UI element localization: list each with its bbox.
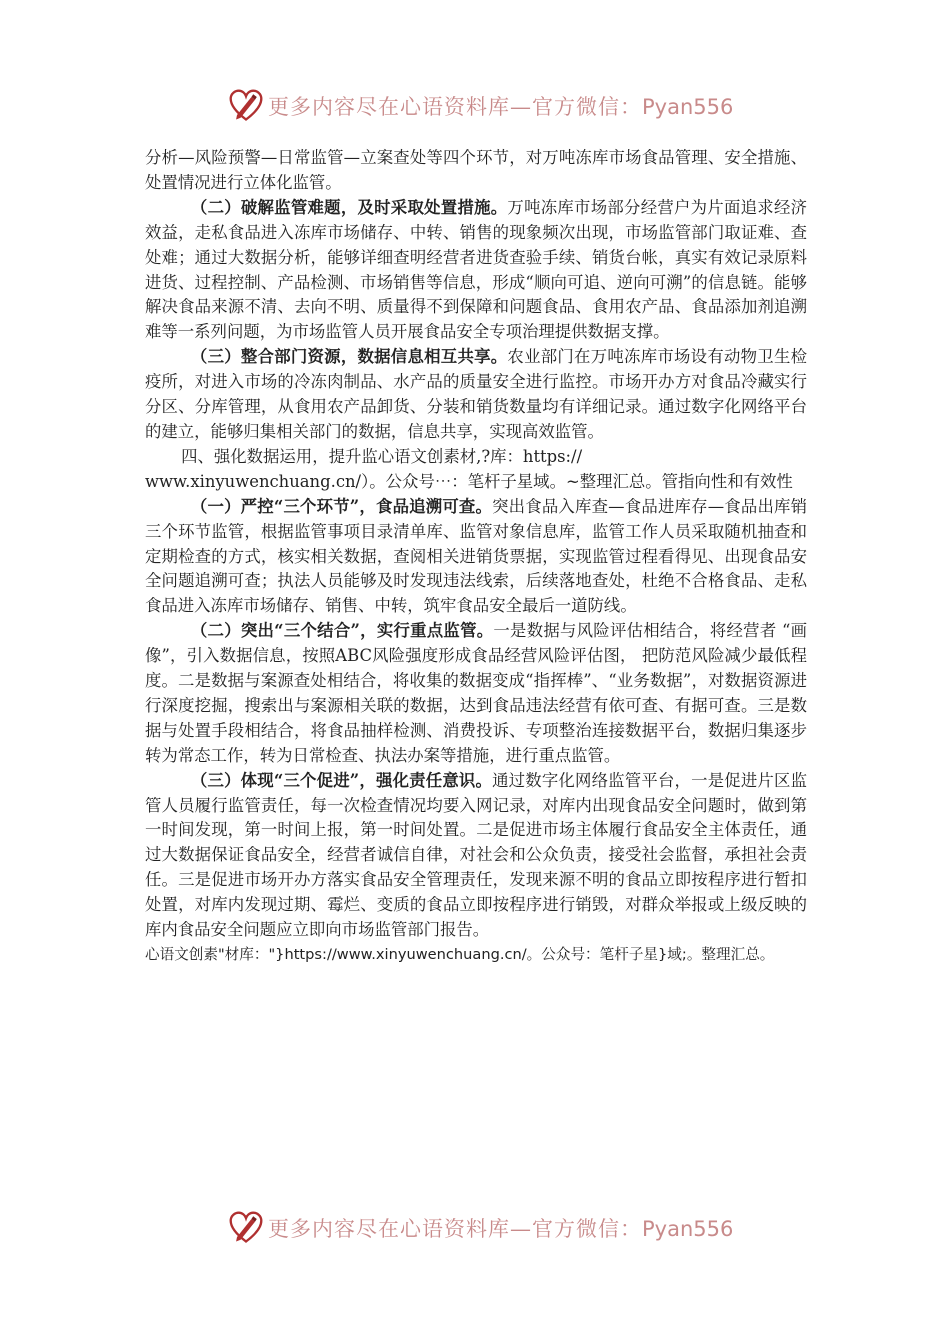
pen-heart-logo-icon <box>228 1210 264 1246</box>
subheading: （一）严控“三个环节”，食品追溯可查。 <box>190 496 493 516</box>
footer-banner <box>228 1208 748 1248</box>
banner-wechat-id: Pyan556 <box>642 1217 734 1241</box>
paragraph-text: 万吨冻库市场部分经营户为片面追求经济效益，走私食品进入冻库市场储存、中转、销售的现象频次出现，市场监管部门取证难、查处难；通过大数据分析，能够详细查明经营者进货查验手续、销货台帐，真实有效记录原料进货、过程控制、产品检测、市场销售等信息，形成“顺向可追、逆向可溯”的信息链。能够解决食品来源不清、去向不明、质量得不到保障和问题食品、食用农产品、食品添加剂追溯难等一系列问题，为市场监管人员开展食品安全专项治理提供数据支撑。 <box>145 197 808 342</box>
paragraph: 分析—风险预警—日常监管—立案查处等四个环节，对万吨冻库市场食品管理、安全措施、处置情况进行立体化监管。 <box>145 148 807 192</box>
paragraph <box>145 619 807 768</box>
paragraph-text: 通过数字化网络监管平台，一是促进片区监管人员履行监管责任，每一次检查情况均要入网记录，对库内出现食品安全问题时，做到第一时间发现，第一时间上报，第一时间处置。二是促进市场主体履行食品安全主体责任，通过大数据保证食品安全，经营者诚信自律，对社会和公众负责，接受社会监督，承担社会责任。三是促进市场开办方落实食品安全管理责任，发现来源不明的食品立即按程序进行暂扣处置，对库内发现过期、霉烂、变质的食品立即按程序进行销毁，对群众举报或上级反映的库内食品安全问题应立即向市场监管部门报告。 <box>145 770 808 940</box>
paragraph-text: 突出食品入库查—食品进库存—食品出库销三个环节监管，根据监管事项目录清单库、监管对象信息库，监管工作人员采取随机抽查和定期检查的方式，核实相关数据，查阅相关进销货票据，实现监管过程看得见、出现食品安全问题追溯可查；执法人员能够及时发现违法线索，后续落地查处，杜绝不合格食品、走私食品进入冻库市场储存、销售、中转，筑牢食品安全最后一道防线。 <box>145 496 808 616</box>
subheading: （三）体现“三个促进”，强化责任意识。 <box>190 770 493 790</box>
paragraph-text: 农业部门在万吨冻库市场设有动物卫生检疫所，对进入市场的冷冻肉制品、水产品的质量安全进行监控。市场开办方对食品冷藏实行分区、分库管理，从食用农产品卸货、分装和销货数量均有详细记录。通过数字化网络平台的建立，能够归集相关部门的数据，信息共享，实现高效监管。 <box>145 347 808 441</box>
banner-text: 更多内容尽在心语资料库—官方微信：Pyan556 <box>268 1217 734 1241</box>
paragraph <box>145 345 807 445</box>
paragraph <box>145 196 807 345</box>
header-banner <box>228 86 748 126</box>
paragraph-text: 一是数据与风险评估相结合，将经营者 “画像”，引入数据信息，按照ABC风险强度形成食品经营风险评估图， 把防范风险减少最低程度。二是数据与案源查处相结合，将收集的数据变成“指挥棒”、“业务数据”，对数据资源进行深度挖掘，搜索出与案源相关联的数据，达到食品违法经营有依可查、有据可查。三是数据与处置手段相结合，将食品抽样检测、消费投诉、专项整治连接数据平台，数据归集逐步转为常态工作，转为日常检查、执法办案等措施，进行重点监管。 <box>145 621 807 765</box>
banner-text: 更多内容尽在心语资料库—官方微信：Pyan556 <box>268 95 734 119</box>
article-body <box>145 146 807 967</box>
section-heading-line: 四、强化数据运用，提升监心语文创素材,?库：https:// <box>181 446 583 466</box>
paragraph <box>145 495 807 620</box>
paragraph <box>145 769 807 943</box>
pen-heart-logo-icon <box>228 88 264 124</box>
subheading: （二）破解监管难题，及时采取处置措施。 <box>190 197 508 217</box>
section-heading-continuation: www.xinyuwenchuang.cn/）。公众号⋯：笔杆子星域。~整理汇总。管指向性和有效性 <box>145 471 793 491</box>
footer-note: 心语文创素"材库："}https://www.xinyuwenchuang.cn/。公众号：笔杆子星}域;。整理汇总。 <box>145 946 775 963</box>
subheading: （二）突出“三个结合”，实行重点监管。 <box>190 621 494 641</box>
subheading: （三）整合部门资源，数据信息相互共享。 <box>190 347 508 367</box>
banner-wechat-id: Pyan556 <box>642 95 734 119</box>
